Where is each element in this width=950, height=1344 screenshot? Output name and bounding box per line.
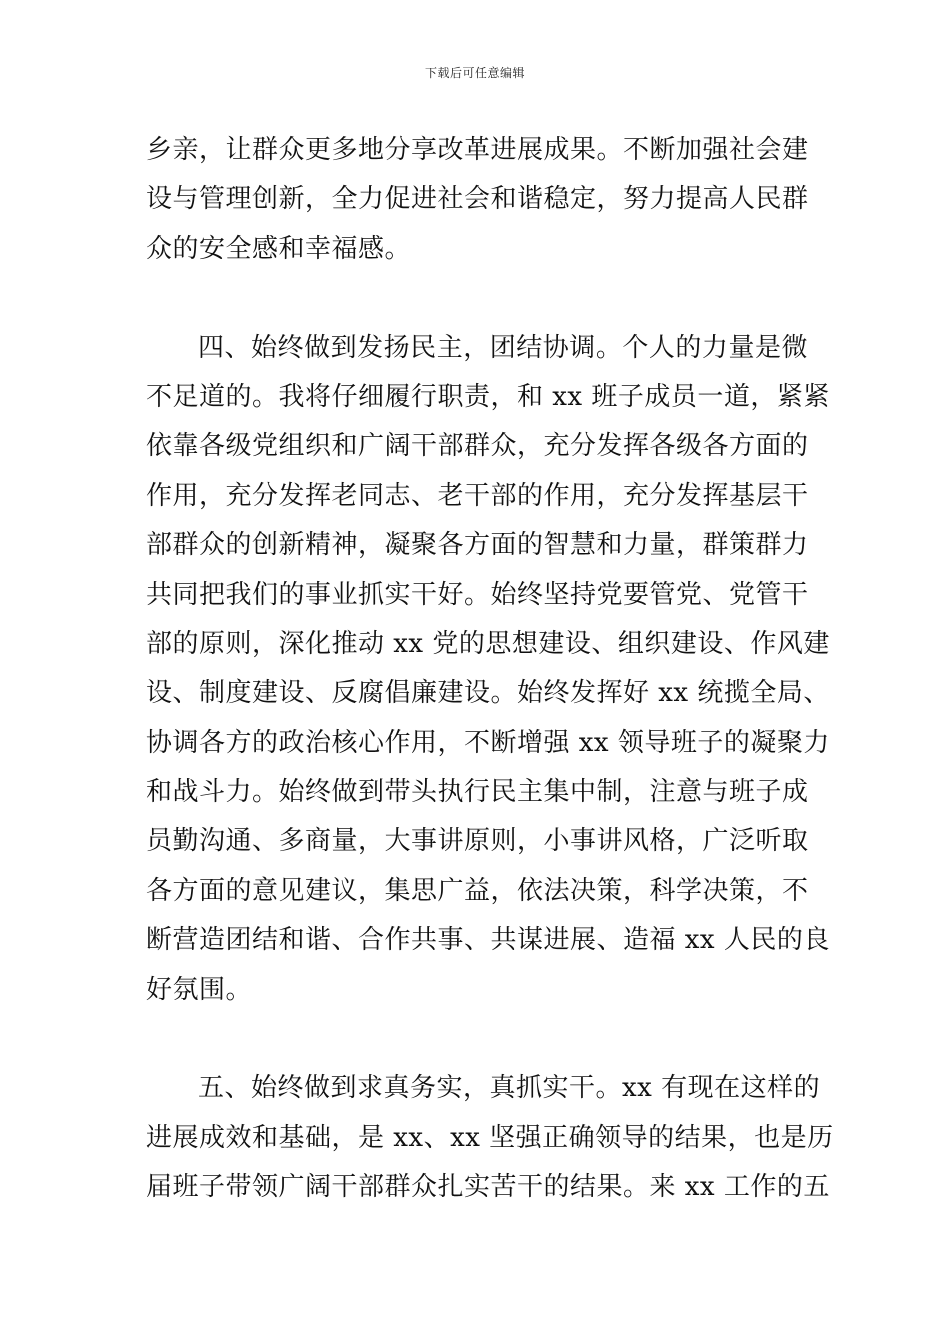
page-header: 下载后可任意编辑 — [424, 66, 525, 80]
text-line: 届班子带领广阔干部群众扎实苦干的结果。来 xx 工作的五 — [146, 1172, 830, 1203]
text-line: 好氛围。 — [146, 974, 253, 1005]
text-line: 部群众的创新精神，凝聚各方面的智慧和力量，群策群力 — [146, 530, 809, 561]
text-line: 断营造团结和谐、合作共事、共谋进展、造福 xx 人民的良 — [146, 925, 830, 956]
text-line: 乡亲，让群众更多地分享改革进展成果。不断加强社会建 — [146, 135, 809, 165]
paragraph-democracy-unity — [146, 324, 830, 1015]
text-line: 协调各方的政治核心作用，不断增强 xx 领导班子的凝聚力 — [146, 727, 830, 758]
paragraph-social-construction — [146, 126, 808, 274]
text-line: 部的原则，深化推动 xx 党的思想建设、组织建设、作风建 — [146, 628, 830, 659]
text-line: 员勤沟通、多商量，大事讲原则，小事讲风格，广泛听取 — [146, 826, 809, 857]
text-line: 众的安全感和幸福感。 — [146, 233, 412, 264]
text-line: 各方面的意见建议，集思广益，依法决策，科学决策，不 — [146, 875, 809, 906]
text-line: 不足道的。我将仔细履行职责，和 xx 班子成员一道，紧紧 — [146, 381, 830, 412]
text-line: 依靠各级党组织和广阔干部群众，充分发挥各级各方面的 — [146, 431, 809, 462]
text-line: 共同把我们的事业抓实干好。始终坚持党要管党、党管干 — [146, 579, 809, 610]
text-line: 进展成效和基础，是 xx、xx 坚强正确领导的结果，也是历 — [146, 1122, 834, 1153]
document-body — [146, 126, 834, 1213]
text-line: 设、制度建设、反腐倡廉建设。始终发挥好 xx 统揽全局、 — [146, 678, 830, 709]
paragraph-spacer — [146, 1015, 808, 1064]
text-line: 设与管理创新，全力促进社会和谐稳定，努力提高人民群 — [146, 184, 809, 215]
text-line: 五、始终做到求真务实，真抓实干。xx 有现在这样的 — [198, 1073, 821, 1104]
text-line: 和战斗力。始终做到带头执行民主集中制，注意与班子成 — [146, 777, 809, 808]
paragraph-spacer — [146, 274, 808, 323]
text-line: 四、始终做到发扬民主，团结协调。个人的力量是微 — [198, 332, 808, 363]
text-line: 作用，充分发挥老同志、老干部的作用，充分发挥基层干 — [146, 480, 809, 511]
paragraph-pragmatic-work — [146, 1064, 834, 1212]
